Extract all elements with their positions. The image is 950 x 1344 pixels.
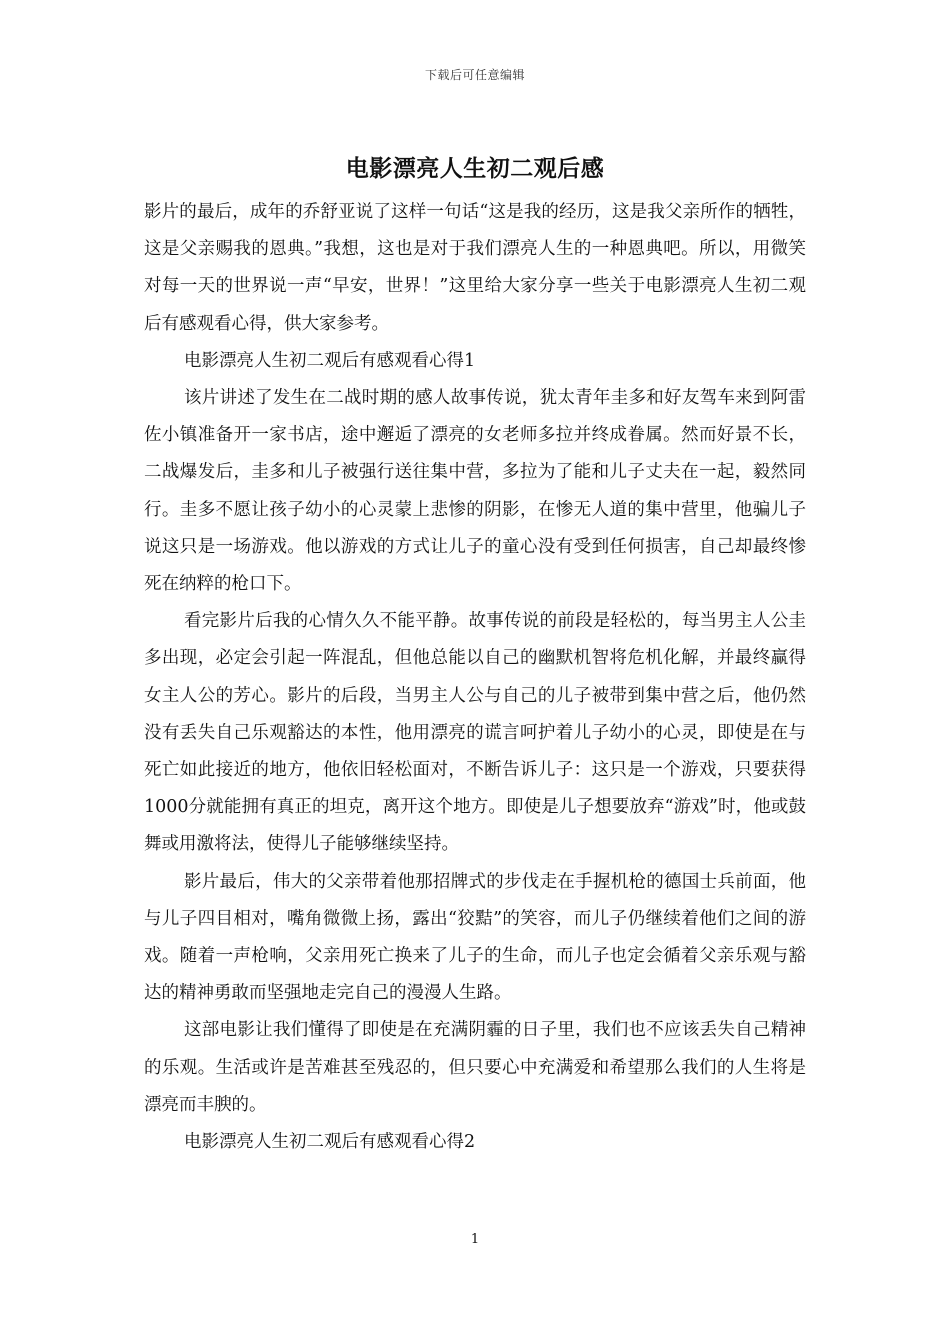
paragraph-intro: 影片的最后，成年的乔舒亚说了这样一句话“这是我的经历，这是我父亲所作的牺牲，这是父亲赐我的恩典。”我想，这也是对于我们漂亮人生的一种恩典吧。所以，用微笑对每一天的世界说一声“早安，世界！”这里给大家分享一些关于电影漂亮人生初二观后有感观看心得，供大家参考。 xyxy=(144,202,806,334)
paragraph-ending: 影片最后，伟大的父亲带着他那招牌式的步伐走在手握机枪的德国士兵前面，他与儿子四目相对，嘴角微微上扬，露出“狡黠”的笑容，而儿子仍继续着他们之间的游戏。随着一声枪响，父亲用死亡换来了儿子的生命，而儿子也定会循着父亲乐观与豁达的精神勇敢而坚强地走完自己的漫漫人生路。 xyxy=(144,871,806,1004)
document-body xyxy=(144,194,806,1161)
page-title: 电影漂亮人生初二观后感 xyxy=(345,155,605,182)
paragraph-plot-summary: 该片讲述了发生在二战时期的感人故事传说，犹太青年圭多和好友驾车来到阿雷佐小镇准备开一家书店，途中邂逅了漂亮的女老师多拉并终成眷属。然而好景不长，二战爆发后，圭多和儿子被强行送往集中营，多拉为了能和儿子丈夫在一起，毅然同行。圭多不愿让孩子幼小的心灵蒙上悲惨的阴影，在惨无人道的集中营里，他骗儿子说这只是一场游戏。他以游戏的方式让儿子的童心没有受到任何损害，自己却最终惨死在纳粹的枪口下。 xyxy=(144,388,806,595)
page-number: 1 xyxy=(470,1232,480,1247)
paragraph-conclusion: 这部电影让我们懂得了即使是在充满阴霾的日子里，我们也不应该丢失自己精神的乐观。生活或许是苦难甚至残忍的，但只要心中充满爱和希望那么我们的人生将是漂亮而丰腴的。 xyxy=(144,1020,806,1115)
section-heading-1: 电影漂亮人生初二观后有感观看心得1 xyxy=(184,350,476,371)
section-heading-2: 电影漂亮人生初二观后有感观看心得2 xyxy=(184,1132,476,1153)
paragraph-reflection: 看完影片后我的心情久久不能平静。故事传说的前段是轻松的，每当男主人公圭多出现，必定会引起一阵混乱，但他总能以自己的幽默机智将危机化解，并最终赢得女主人公的芳心。影片的后段，当男主人公与自己的儿子被带到集中营之后，他仍然没有丢失自己乐观豁达的本性，他用漂亮的谎言呵护着儿子幼小的心灵，即使是在与死亡如此接近的地方，他依旧轻松面对，不断告诉儿子：这只是一个游戏，只要获得1000分就能拥有真正的坦克，离开这个地方。即使是儿子想要放弃“游戏”时，他或鼓舞或用激将法，使得儿子能够继续坚持。 xyxy=(144,611,806,855)
header-note: 下载后可任意编辑 xyxy=(424,68,525,82)
